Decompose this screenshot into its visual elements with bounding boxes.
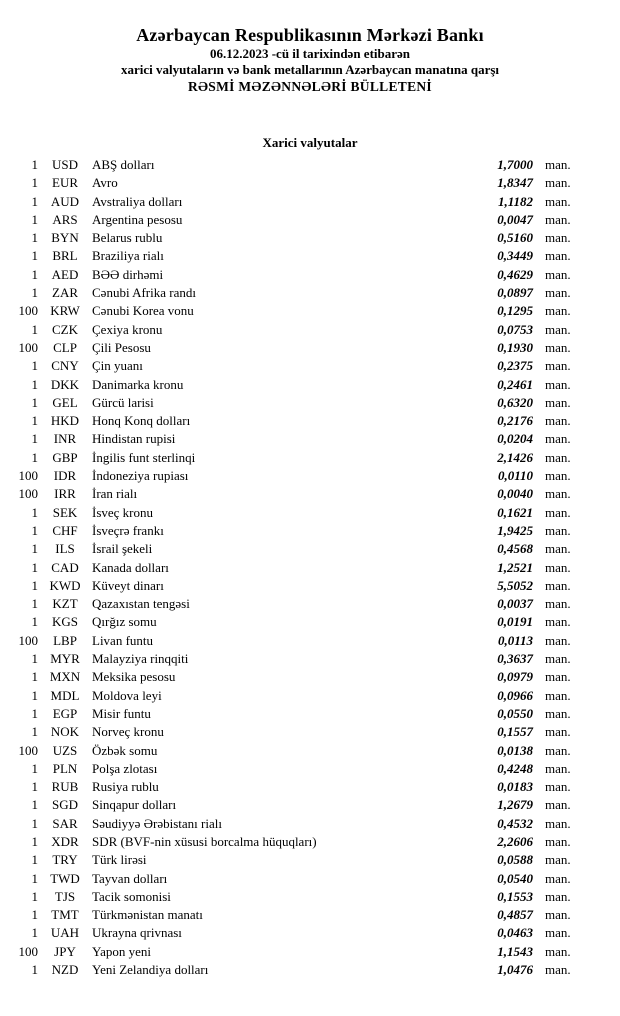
currency-name: Türk lirəsi xyxy=(92,852,147,868)
currency-code: UZS xyxy=(52,742,78,758)
table-row xyxy=(0,742,620,760)
unit-label: man. xyxy=(545,760,571,776)
currency-name: Gürcü larisi xyxy=(92,394,154,410)
rate-value: 0,3637 xyxy=(497,651,533,667)
currency-name: İndoneziya rupiası xyxy=(92,468,189,484)
currency-code: CZK xyxy=(52,321,78,337)
currency-name: Türkmənistan manatı xyxy=(92,907,203,923)
rate-value: 0,0966 xyxy=(497,687,533,703)
currency-name: Çin yuanı xyxy=(92,358,143,374)
table-row xyxy=(0,833,620,851)
currency-code: SGD xyxy=(51,797,78,813)
unit-label: man. xyxy=(545,449,571,465)
currency-name: Tacik somonisi xyxy=(92,888,171,904)
currency-name: İngilis funt sterlinqi xyxy=(92,449,196,465)
currency-quantity: 100 xyxy=(18,742,38,758)
currency-quantity: 1 xyxy=(31,266,38,282)
currency-code: UAH xyxy=(50,925,80,941)
unit-label: man. xyxy=(545,870,571,886)
table-row xyxy=(0,174,620,192)
currency-code: KWD xyxy=(49,577,81,593)
table-row xyxy=(0,723,620,741)
rate-value: 0,0191 xyxy=(497,614,533,630)
currency-code: NZD xyxy=(51,962,79,978)
table-row xyxy=(0,376,620,394)
rate-value: 0,0040 xyxy=(497,486,533,502)
table-row xyxy=(0,650,620,668)
currency-code: EGP xyxy=(52,705,78,721)
unit-label: man. xyxy=(545,157,571,172)
table-row xyxy=(0,357,620,375)
rate-value: 1,9425 xyxy=(497,522,533,538)
currency-code: PLN xyxy=(52,760,78,776)
currency-quantity: 100 xyxy=(18,339,38,355)
table-row xyxy=(0,559,620,577)
unit-label: man. xyxy=(545,541,571,557)
table-row xyxy=(0,888,620,906)
rate-value: 0,1930 xyxy=(497,339,533,355)
rate-value: 0,4629 xyxy=(497,266,533,282)
table-row xyxy=(0,906,620,924)
currency-quantity: 100 xyxy=(18,632,38,648)
rate-value: 1,1543 xyxy=(497,943,533,959)
currency-name: Avstraliya dolları xyxy=(92,193,183,209)
currency-name: Avro xyxy=(92,175,118,191)
rate-value: 0,3449 xyxy=(497,248,533,264)
rate-value: 0,4857 xyxy=(497,907,533,923)
currency-name: Özbək somu xyxy=(92,742,158,758)
unit-label: man. xyxy=(545,724,571,740)
unit-label: man. xyxy=(545,413,571,429)
rate-value: 0,4532 xyxy=(497,815,533,831)
currency-name: Moldova leyi xyxy=(92,687,162,703)
rate-value: 0,0979 xyxy=(497,669,533,685)
currency-quantity: 1 xyxy=(31,870,38,886)
currency-code: AUD xyxy=(50,193,80,209)
table-row xyxy=(0,394,620,412)
table-row xyxy=(0,284,620,302)
bulletin-title: RƏSMİ MƏZƏNNƏLƏRİ BÜLLETENİ xyxy=(187,79,432,94)
currency-code: DKK xyxy=(50,376,80,392)
currency-quantity: 1 xyxy=(31,541,38,557)
currency-quantity: 1 xyxy=(31,376,38,392)
table-row xyxy=(0,668,620,686)
table-row xyxy=(0,796,620,814)
unit-label: man. xyxy=(545,577,571,593)
currency-name: Livan funtu xyxy=(92,632,154,648)
rate-value: 0,6320 xyxy=(497,394,533,410)
currency-code: JPY xyxy=(54,943,76,959)
table-row xyxy=(0,449,620,467)
rate-value: 0,0540 xyxy=(497,870,533,886)
currency-name: Polşa zlotası xyxy=(92,760,158,776)
currency-quantity: 1 xyxy=(31,760,38,776)
currency-quantity: 1 xyxy=(31,925,38,941)
table-row xyxy=(0,504,620,522)
unit-label: man. xyxy=(545,248,571,264)
unit-label: man. xyxy=(545,687,571,703)
table-row xyxy=(0,815,620,833)
currency-code: HKD xyxy=(50,413,80,429)
currency-name: BƏƏ dirhəmi xyxy=(92,266,164,282)
currency-code: NOK xyxy=(50,724,80,740)
unit-label: man. xyxy=(545,907,571,923)
unit-label: man. xyxy=(545,669,571,685)
currency-code: SEK xyxy=(52,504,78,520)
section-title-foreign-currencies: Xarici valyutalar xyxy=(262,135,358,150)
rate-value: 0,1553 xyxy=(497,888,533,904)
table-row xyxy=(0,156,620,174)
table-row xyxy=(0,412,620,430)
currency-quantity: 1 xyxy=(31,669,38,685)
rate-value: 0,0110 xyxy=(497,468,533,484)
table-row xyxy=(0,247,620,265)
unit-label: man. xyxy=(545,358,571,374)
rate-value: 0,2461 xyxy=(497,376,533,392)
currency-code: TWD xyxy=(50,870,80,886)
currency-code: CNY xyxy=(51,358,79,374)
unit-label: man. xyxy=(545,321,571,337)
currency-quantity: 100 xyxy=(18,303,38,319)
table-row xyxy=(0,211,620,229)
table-row xyxy=(0,540,620,558)
unit-label: man. xyxy=(545,266,571,282)
currency-name: ABŞ dolları xyxy=(92,157,155,172)
table-row xyxy=(0,961,620,979)
currency-quantity: 1 xyxy=(31,504,38,520)
currency-name: Çexiya kronu xyxy=(92,321,163,337)
rate-value: 2,1426 xyxy=(497,449,533,465)
rate-value: 0,0047 xyxy=(497,211,533,227)
unit-label: man. xyxy=(545,339,571,355)
rate-value: 1,8347 xyxy=(497,175,533,191)
currency-code: CLP xyxy=(53,339,77,355)
currency-code: LBP xyxy=(53,632,77,648)
unit-label: man. xyxy=(545,779,571,795)
currency-name: Braziliya rialı xyxy=(92,248,164,264)
table-row xyxy=(0,229,620,247)
currency-code: CAD xyxy=(51,559,79,575)
rate-value: 1,2521 xyxy=(497,559,533,575)
currency-code: GBP xyxy=(52,449,78,465)
unit-label: man. xyxy=(545,486,571,502)
rate-value: 0,1295 xyxy=(497,303,533,319)
currency-quantity: 1 xyxy=(31,833,38,849)
table-row xyxy=(0,870,620,888)
unit-label: man. xyxy=(545,468,571,484)
currency-quantity: 1 xyxy=(31,779,38,795)
table-row xyxy=(0,632,620,650)
unit-label: man. xyxy=(545,211,571,227)
currency-quantity: 1 xyxy=(31,193,38,209)
unit-label: man. xyxy=(545,815,571,831)
table-row xyxy=(0,339,620,357)
currency-quantity: 1 xyxy=(31,248,38,264)
currency-name: Sinqapur dolları xyxy=(92,797,177,813)
unit-label: man. xyxy=(545,303,571,319)
currency-name: Danimarka kronu xyxy=(92,376,184,392)
currency-code: IRR xyxy=(54,486,76,502)
currency-quantity: 1 xyxy=(31,888,38,904)
currency-code: SAR xyxy=(52,815,78,831)
unit-label: man. xyxy=(545,522,571,538)
currency-quantity: 1 xyxy=(31,815,38,831)
unit-label: man. xyxy=(545,431,571,447)
currency-quantity: 1 xyxy=(31,559,38,575)
currency-quantity: 1 xyxy=(31,285,38,301)
currency-name: Çili Pesosu xyxy=(92,339,151,355)
currency-quantity: 1 xyxy=(31,614,38,630)
rate-value: 0,2176 xyxy=(497,413,533,429)
currency-name: Tayvan dolları xyxy=(92,870,168,886)
table-row xyxy=(0,705,620,723)
unit-label: man. xyxy=(545,943,571,959)
unit-label: man. xyxy=(545,175,571,191)
currency-quantity: 1 xyxy=(31,230,38,246)
currency-quantity: 1 xyxy=(31,321,38,337)
unit-label: man. xyxy=(545,888,571,904)
rate-value: 0,4248 xyxy=(497,760,533,776)
currency-code: KZT xyxy=(52,596,78,612)
currency-name: Honq Konq dolları xyxy=(92,413,191,429)
table-row xyxy=(0,193,620,211)
currency-code: RUB xyxy=(51,779,79,795)
subtitle-line: xarici valyutaların və bank metallarının Azərbaycan manatına qarşı xyxy=(120,62,500,77)
rate-value: 1,1182 xyxy=(497,193,533,209)
currency-code: KRW xyxy=(50,303,80,319)
currency-name: Meksika pesosu xyxy=(92,669,176,685)
rate-value: 0,0113 xyxy=(497,632,533,648)
unit-label: man. xyxy=(545,797,571,813)
currency-name: Cənubi Korea vonu xyxy=(92,303,194,319)
table-row xyxy=(0,851,620,869)
currency-name: Yapon yeni xyxy=(92,943,151,959)
table-row xyxy=(0,760,620,778)
currency-quantity: 1 xyxy=(31,705,38,721)
bank-name-title: Azərbaycan Respublikasının Mərkəzi Bankı xyxy=(136,25,484,45)
currency-quantity: 100 xyxy=(18,943,38,959)
unit-label: man. xyxy=(545,651,571,667)
currency-name: İsveçrə frankı xyxy=(92,522,164,538)
currency-quantity: 1 xyxy=(31,852,38,868)
unit-label: man. xyxy=(545,193,571,209)
currency-name: Norveç kronu xyxy=(92,724,164,740)
currency-quantity: 1 xyxy=(31,211,38,227)
rate-value: 5,5052 xyxy=(497,577,533,593)
rate-value: 0,5160 xyxy=(497,230,533,246)
rate-value: 0,0588 xyxy=(497,852,533,868)
currency-code: TJS xyxy=(54,888,76,904)
currency-code: ZAR xyxy=(52,285,78,301)
currency-quantity: 100 xyxy=(18,486,38,502)
currency-quantity: 1 xyxy=(31,394,38,410)
currency-name: Qırğız somu xyxy=(92,614,157,630)
currency-name: Səudiyyə Ərəbistanı rialı xyxy=(92,815,222,831)
currency-quantity: 1 xyxy=(31,596,38,612)
rate-value: 0,0463 xyxy=(497,925,533,941)
rate-value: 0,0897 xyxy=(497,285,533,301)
rate-value: 0,0204 xyxy=(497,431,533,447)
rate-value: 0,1557 xyxy=(497,724,533,740)
currency-quantity: 1 xyxy=(31,724,38,740)
currency-name: Kanada dolları xyxy=(92,559,169,575)
table-row xyxy=(0,522,620,540)
currency-code: EUR xyxy=(52,175,78,191)
unit-label: man. xyxy=(545,230,571,246)
rate-value: 0,0037 xyxy=(497,596,533,612)
currency-quantity: 1 xyxy=(31,962,38,978)
table-row xyxy=(0,467,620,485)
rate-value: 1,7000 xyxy=(497,157,533,172)
currency-name: Ukrayna qrivnası xyxy=(92,925,182,941)
currency-code: ILS xyxy=(55,541,75,557)
table-row xyxy=(0,613,620,631)
currency-name: Küveyt dinarı xyxy=(92,577,164,593)
currency-quantity: 100 xyxy=(18,468,38,484)
currency-code: BRL xyxy=(52,248,78,264)
rates-table xyxy=(0,156,620,979)
currency-name: Hindistan rupisi xyxy=(92,431,176,447)
currency-quantity: 1 xyxy=(31,797,38,813)
currency-name: Qazaxıstan tengəsi xyxy=(92,596,190,612)
currency-code: TMT xyxy=(51,907,79,923)
currency-quantity: 1 xyxy=(31,907,38,923)
currency-quantity: 1 xyxy=(31,577,38,593)
table-row xyxy=(0,778,620,796)
currency-code: CHF xyxy=(52,522,78,538)
table-row xyxy=(0,595,620,613)
currency-quantity: 1 xyxy=(31,449,38,465)
currency-code: ARS xyxy=(52,211,78,227)
unit-label: man. xyxy=(545,852,571,868)
unit-label: man. xyxy=(545,614,571,630)
currency-quantity: 1 xyxy=(31,431,38,447)
bulletin-header xyxy=(0,0,620,95)
rate-value: 1,0476 xyxy=(497,962,533,978)
currency-name: Cənubi Afrika randı xyxy=(92,285,196,301)
unit-label: man. xyxy=(545,925,571,941)
unit-label: man. xyxy=(545,632,571,648)
currency-quantity: 1 xyxy=(31,413,38,429)
currency-quantity: 1 xyxy=(31,175,38,191)
currency-code: BYN xyxy=(51,230,79,246)
currency-name: İsveç kronu xyxy=(92,504,154,520)
rate-value: 0,0183 xyxy=(497,779,533,795)
unit-label: man. xyxy=(545,742,571,758)
unit-label: man. xyxy=(545,559,571,575)
currency-code: INR xyxy=(53,431,77,447)
rate-value: 1,2679 xyxy=(497,797,533,813)
currency-quantity: 1 xyxy=(31,687,38,703)
currency-quantity: 1 xyxy=(31,522,38,538)
currency-code: KGS xyxy=(51,614,78,630)
rate-value: 0,1621 xyxy=(497,504,533,520)
currency-quantity: 1 xyxy=(31,157,38,172)
currency-code: TRY xyxy=(52,852,78,868)
currency-name: SDR (BVF-nin xüsusi borcalma hüquqları) xyxy=(92,833,317,849)
currency-quantity: 1 xyxy=(31,651,38,667)
table-row xyxy=(0,266,620,284)
currency-code: MXN xyxy=(49,669,81,685)
currency-code: GEL xyxy=(52,394,78,410)
rate-value: 0,2375 xyxy=(497,358,533,374)
table-row xyxy=(0,302,620,320)
currency-name: Argentina pesosu xyxy=(92,211,183,227)
unit-label: man. xyxy=(545,394,571,410)
currency-name: İsrail şekeli xyxy=(92,541,153,557)
currency-name: Belarus rublu xyxy=(92,230,163,246)
currency-name: Misir funtu xyxy=(92,705,151,721)
currency-name: Yeni Zelandiya dolları xyxy=(92,962,209,978)
unit-label: man. xyxy=(545,833,571,849)
currency-code: MDL xyxy=(50,687,80,703)
rate-value: 0,0550 xyxy=(497,705,533,721)
unit-label: man. xyxy=(545,962,571,978)
currency-name: Rusiya rublu xyxy=(92,779,159,795)
unit-label: man. xyxy=(545,596,571,612)
table-row xyxy=(0,321,620,339)
rate-value: 2,2606 xyxy=(497,833,533,849)
unit-label: man. xyxy=(545,376,571,392)
unit-label: man. xyxy=(545,285,571,301)
currency-code: AED xyxy=(51,266,79,282)
currency-code: XDR xyxy=(51,833,79,849)
rate-value: 0,0138 xyxy=(497,742,533,758)
rate-value: 0,0753 xyxy=(497,321,533,337)
effective-date-line: 06.12.2023 -cü il tarixindən etibarən xyxy=(209,46,411,61)
table-row xyxy=(0,430,620,448)
currency-name: Malayziya rinqqiti xyxy=(92,651,189,667)
unit-label: man. xyxy=(545,504,571,520)
table-row xyxy=(0,943,620,961)
currency-quantity: 1 xyxy=(31,358,38,374)
table-row xyxy=(0,687,620,705)
table-row xyxy=(0,577,620,595)
currency-code: MYR xyxy=(50,651,80,667)
unit-label: man. xyxy=(545,705,571,721)
table-row xyxy=(0,485,620,503)
currency-name: İran rialı xyxy=(92,486,138,502)
currency-code: IDR xyxy=(53,468,77,484)
rate-value: 0,4568 xyxy=(497,541,533,557)
table-row xyxy=(0,924,620,942)
currency-code: USD xyxy=(51,157,78,172)
